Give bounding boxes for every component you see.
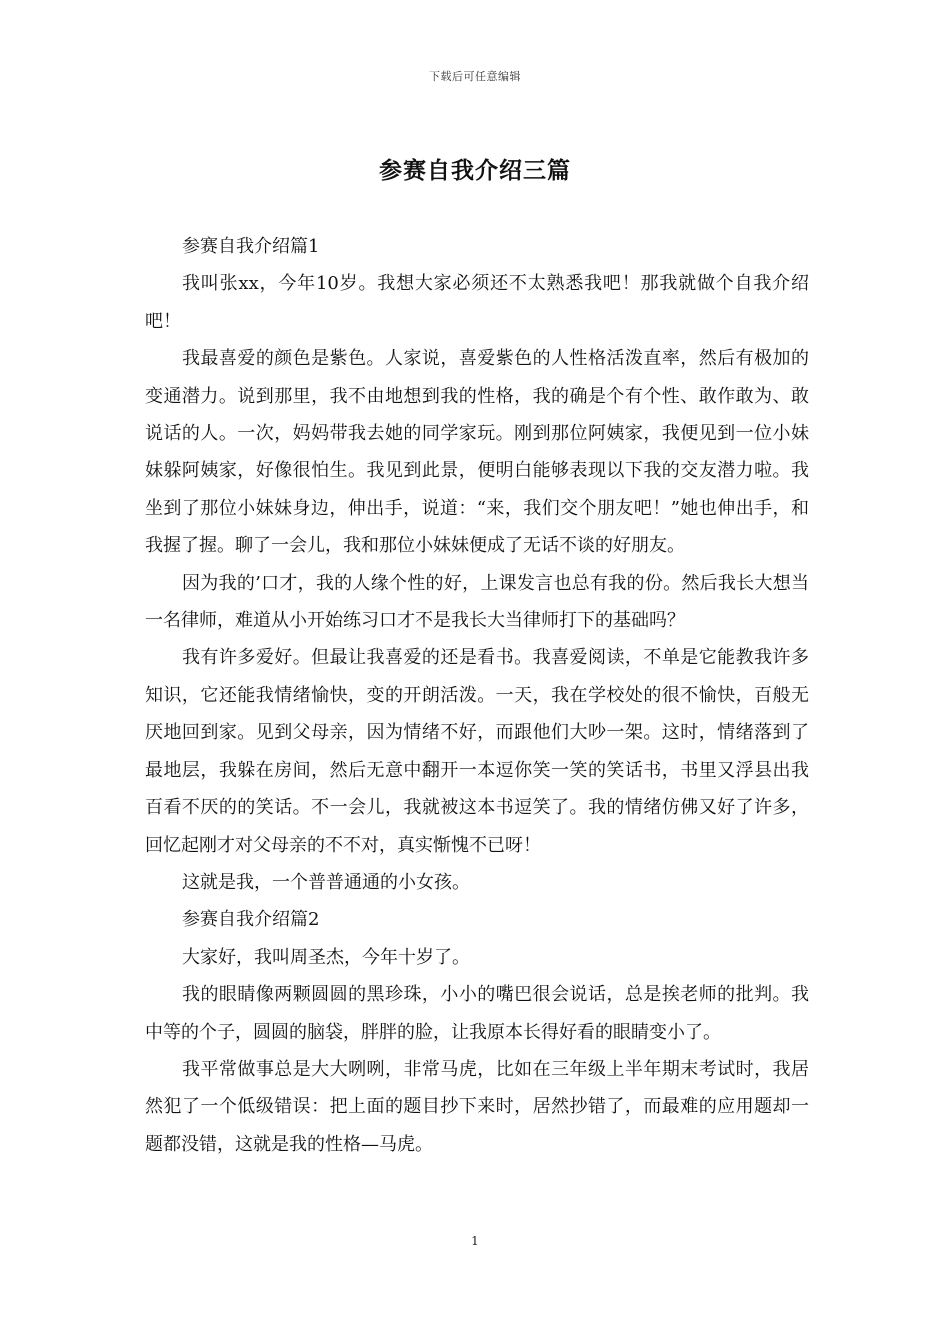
- paragraph: 因为我的’口才，我的人缘个性的好，上课发言也总有我的份。然后我长大想当一名律师，难道从小开始练习口才不是我长大当律师打下的基础吗？: [145, 572, 809, 632]
- section-heading-2: 参赛自我介绍篇2: [182, 909, 320, 931]
- header-note: 下载后可任意编辑: [429, 70, 521, 83]
- paragraph: 我平常做事总是大大咧咧，非常马虎，比如在三年级上半年期末考试时，我居然犯了一个低级错误：把上面的题目抄下来时，居然抄错了，而最难的应用题却一题都没错，这就是我的性格—马虎。: [145, 1058, 809, 1155]
- section-heading-1: 参赛自我介绍篇1: [182, 236, 320, 257]
- paragraph: 大家好，我叫周圣杰，今年十岁了。: [182, 946, 470, 968]
- document-title: 参赛自我介绍三篇: [379, 157, 571, 184]
- paragraph: 我最喜爱的颜色是紫色。人家说，喜爱紫色的人性格活泼直率，然后有极加的变通潜力。说到那里，我不由地想到我的性格，我的确是个有个性、敢作敢为、敢说话的人。一次，妈妈带我去她的同学家玩。刚到那位阿姨家，我便见到一位小妹妹躲阿姨家，好像很怕生。我见到此景，便明白能够表现以下我的交友潜力啦。我坐到了那位小妹妹身边，伸出手，说道：“来，我们交个朋友吧！”她也伸出手，和我握了握。聊了一会儿，我和那位小妹妹便成了无话不谈的好朋友。: [145, 348, 809, 557]
- paragraph: 我有许多爱好。但最让我喜爱的还是看书。我喜爱阅读，不单是它能教我许多知识，它还能我情绪愉快，变的开朗活泼。一天，我在学校处的很不愉快，百般无厌地回到家。见到父母亲，因为情绪不好，而跟他们大吵一架。这时，情绪落到了最地层，我躲在房间，然后无意中翻开一本逗你笑一笑的笑话书，书里又浮县出我百看不厌的的笑话。不一会儿，我就被这本书逗笑了。我的情绪仿佛又好了许多，回忆起刚才对父母亲的不不对，真实惭愧不已呀！: [145, 647, 809, 856]
- paragraph: 我叫张xx，今年10岁。我想大家必须还不太熟悉我吧！那我就做个自我介绍吧！: [145, 273, 809, 332]
- paragraph: 这就是我，一个普普通通的小女孩。: [182, 871, 470, 893]
- page-number: 1: [471, 1234, 479, 1248]
- paragraph: 我的眼睛像两颗圆圆的黑珍珠，小小的嘴巴很会说话，总是挨老师的批判。我中等的个子，圆圆的脑袋，胖胖的脸，让我原本长得好看的眼睛变小了。: [145, 984, 809, 1043]
- document-body: [145, 228, 809, 1163]
